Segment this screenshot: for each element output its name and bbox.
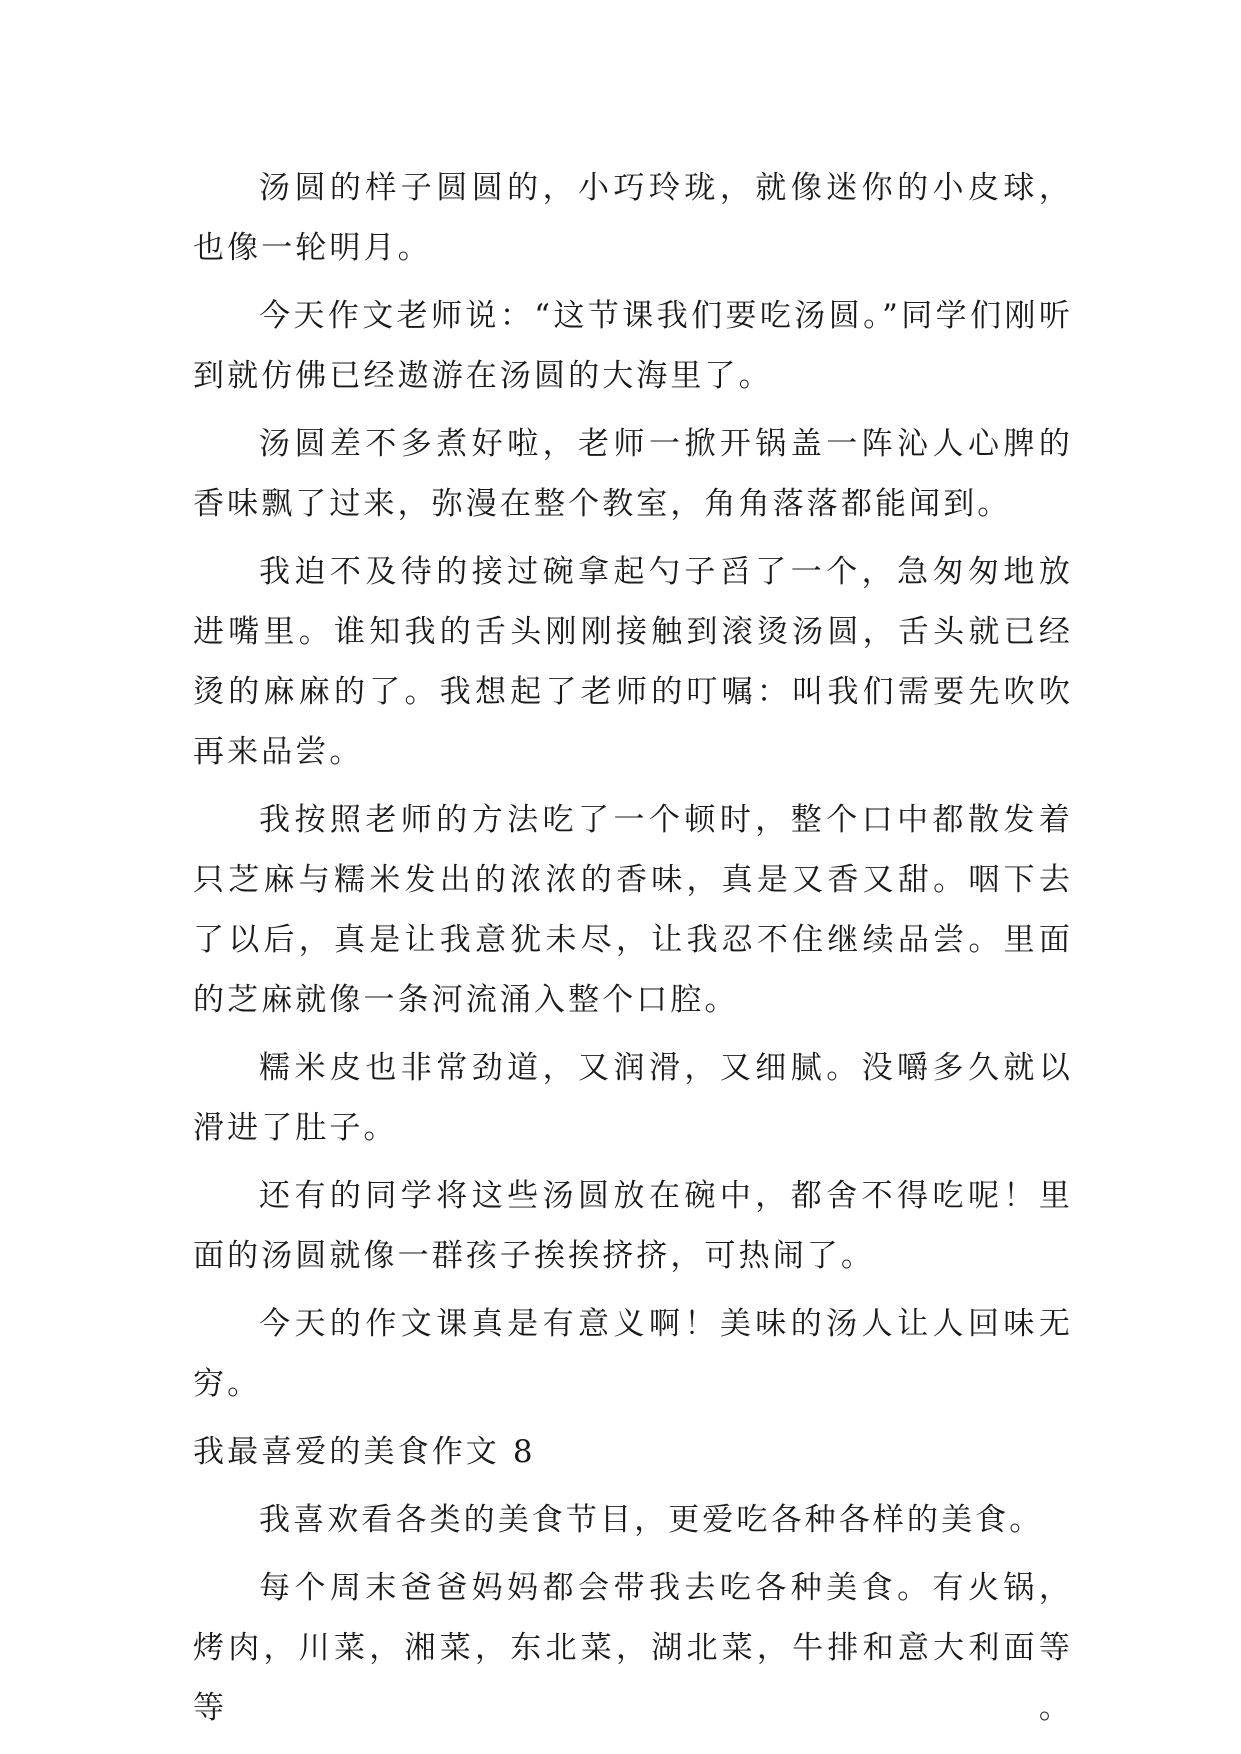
paragraph-tangyuan-shape: 汤圆的样子圆圆的，小巧玲珑，就像迷你的小皮球，也像一轮明月。 [193, 170, 1073, 266]
paragraph-weekend-food: 每个周末爸爸妈妈都会带我去吃各种美食。有火锅，烤肉，川菜，湘菜，东北菜，湖北菜，牛排和意大利面等等。 [193, 1570, 1073, 1726]
paragraph-food-shows: 我喜欢看各类的美食节目，更爱吃各种各样的美食。 [259, 1502, 1044, 1538]
document-page [193, 158, 1073, 1746]
paragraph-classmates: 还有的同学将这些汤圆放在碗中，都舍不得吃呢！里面的汤圆就像一群孩子挨挨挤挤，可热闹了。 [193, 1178, 1073, 1274]
paragraph-taste: 我按照老师的方法吃了一个顿时，整个口中都散发着只芝麻与糯米发出的浓浓的香味，真是又香又甜。咽下去了以后，真是让我意犹未尽，让我忍不住继续品尝。里面的芝麻就像一条河流涌入整个口腔。 [193, 802, 1073, 1018]
paragraph-glutinous-skin: 糯米皮也非常劲道，又润滑，又细腻。没嚼多久就以滑进了肚子。 [193, 1050, 1073, 1146]
paragraph-teacher-announcement: 今天作文老师说：“这节课我们要吃汤圆。”同学们刚听到就仿佛已经遨游在汤圆的大海里了。 [193, 298, 1073, 394]
paragraph-cooking-aroma: 汤圆差不多煮好啦，老师一掀开锅盖一阵沁人心脾的香味飘了过来，弥漫在整个教室，角角落落都能闻到。 [193, 426, 1073, 522]
paragraph-conclusion: 今天的作文课真是有意义啊！美味的汤人让人回味无穷。 [193, 1306, 1073, 1402]
essay-heading: 我最喜爱的美食作文 8 [193, 1434, 536, 1470]
paragraph-first-bite: 我迫不及待的接过碗拿起勺子舀了一个，急匆匆地放进嘴里。谁知我的舌头刚刚接触到滚烫汤圆，舌头就已经烫的麻麻的了。我想起了老师的叮嘱：叫我们需要先吹吹再来品尝。 [193, 554, 1073, 770]
